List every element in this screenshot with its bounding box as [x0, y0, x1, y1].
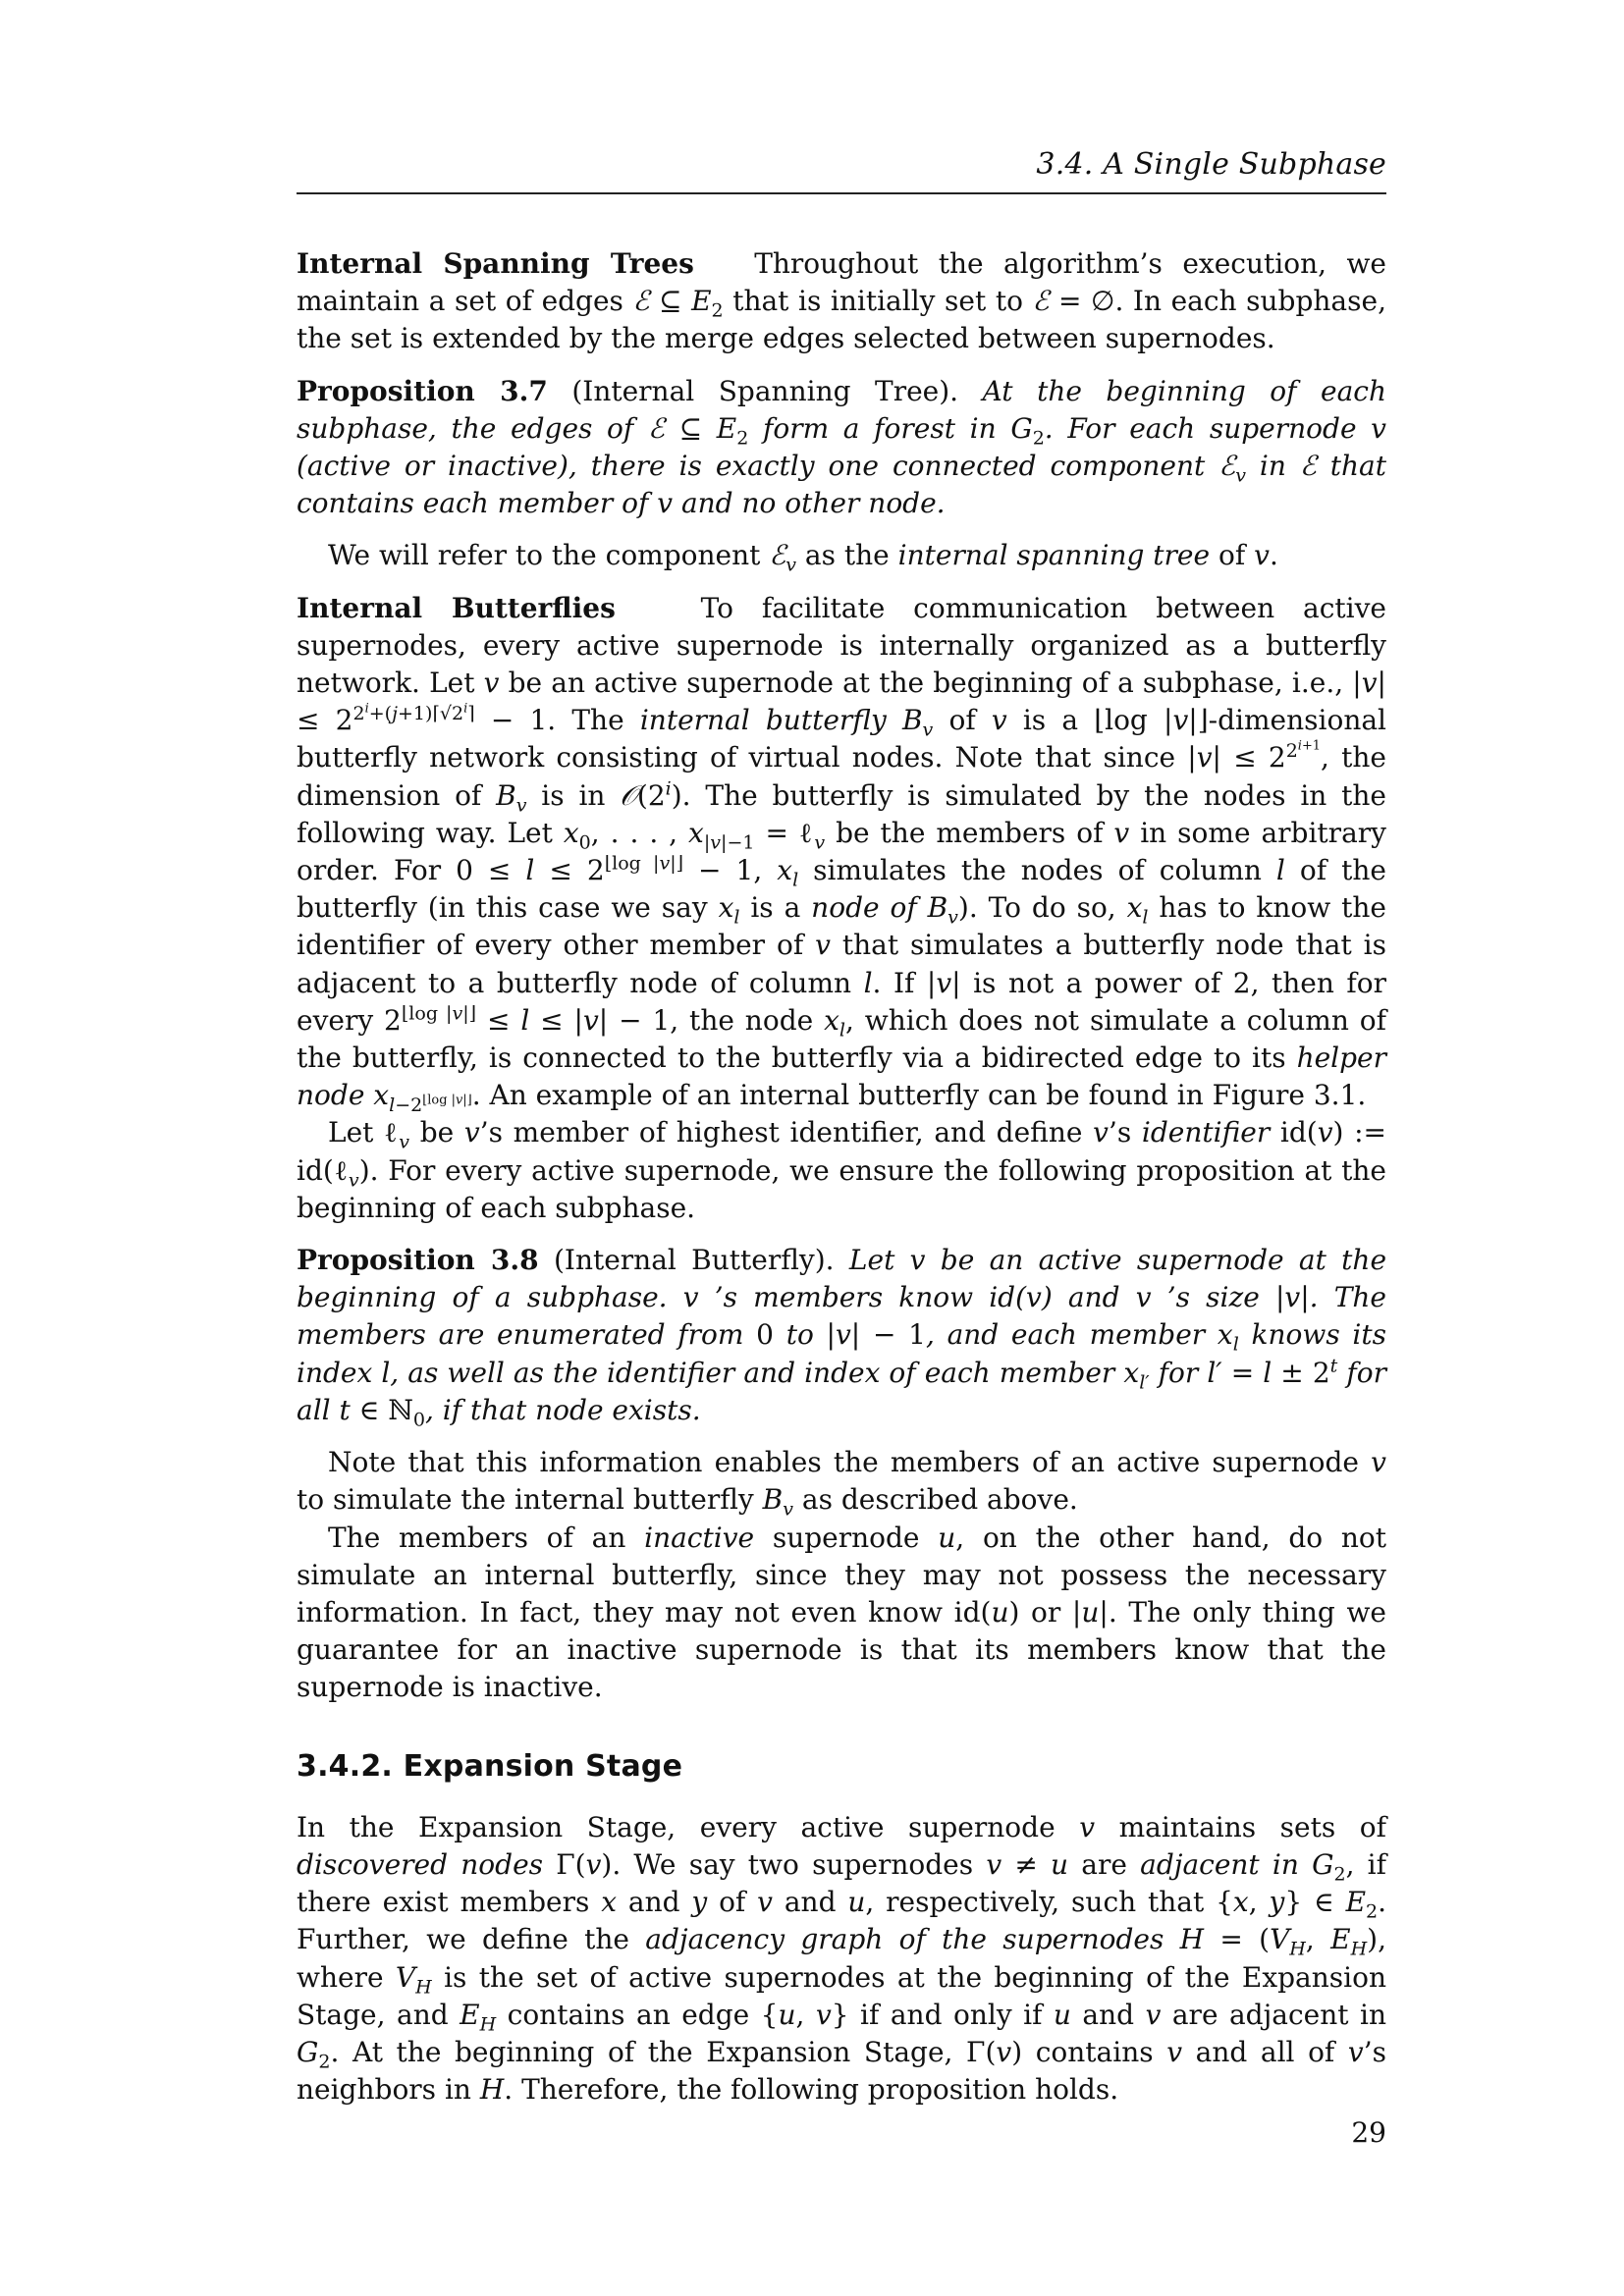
- header-rule: [297, 192, 1386, 194]
- proposition-label: Proposition 3.8: [297, 1244, 539, 1277]
- paragraph-heading: Internal Spanning Trees: [297, 247, 694, 280]
- running-header: 3.4. A Single Subphase: [1036, 147, 1386, 182]
- paragraph-inactive: The members of an inactive supernode u, on the other hand, do not simulate an internal butterfly, since they may not possess the necessary information. In fact, they may not even know id(u) or |u|. The only thing we guarantee for an inactive supernode is that its members know that the supernode is inactive.: [297, 1521, 1387, 1704]
- proposition-name: (Internal Spanning Tree).: [571, 374, 959, 407]
- paragraph-internal-butterflies: Internal Butterflies To facilitate communication between active supernodes, every active supernode is internally organized as a butterfly network. Let v be an active supernode at the beginning of a subphase, i.e., $|v| \le 2^{2^i+(j+1)⌈√2^i⌉} - 1$. The internal butterfly $B_v$ of v is a ⌊log |v|⌋-dimensional butterfly network consisting of virtual nodes. Note that since $|v| \le 2^{2^{i+1}}$, the dimension of $B_v$ is in 𝒪(2$^i$). The butterfly is simulated by the nodes in the following way. Let $x_0$, . . . , $x_{|v|-1}$ = ℓ$_v$ be the members of v in some arbitrary order. For $0 \le l \le 2^{⌊log |v|⌋} - 1$, $x_l$ simulates the nodes of column l of the butterfly (in this case we say $x_l$ is a node of $B_v$). To do so, $x_l$ has to know the identifier of every other member of v that simulates a butterfly node that is adjacent to a butterfly node of column l. If |v| is not a power of 2, then for every $2^{⌊log |v|⌋} \le l \le |v| - 1$, the node $x_l$, which does not simulate a column of the butterfly, is connected to the butterfly via a bidirected edge to its helper node $x_{l-2^{⌊log |v|⌋}}$. An example of an internal butterfly can be found in Figure 3.1.: [297, 591, 1387, 1116]
- section-heading: 3.4.2. Expansion Stage: [297, 1748, 683, 1784]
- paragraph-heading: Internal Butterflies: [297, 591, 616, 624]
- paragraph-internal-spanning-trees: Internal Spanning Trees Throughout the algorithm’s execution, we maintain a set of edges ℰ ⊆ $E_2$ that is initially set to ℰ = ∅. In each subphase, the set is extended by the merge edges selected between supernodes.: [297, 247, 1386, 355]
- paragraph-note: Note that this information enables the members of an active supernode v to simulate the internal butterfly $B_v$ as described above.: [297, 1446, 1386, 1521]
- body-text: [297, 245, 1386, 2123]
- proposition-label: Proposition 3.7: [297, 374, 548, 407]
- proposition-name: (Internal Butterfly).: [553, 1244, 835, 1277]
- paragraph-expansion-stage: In the Expansion Stage, every active supernode v maintains sets of discovered nodes Γ(v). We say two supernodes v ≠ u are adjacent in $G_2$, if there exist members x and y of v and u, respectively, such that {x, y} ∈ $E_2$. Further, we define the adjacency graph of the supernodes $H = (V_H$, $E_H$), where $V_H$ is the set of active supernodes at the beginning of the Expansion Stage, and $E_H$ contains an edge {u, v} if and only if u and v are adjacent in $G_2$. At the beginning of the Expansion Stage, Γ(v) contains v and all of v’s neighbors in H. Therefore, the following proposition holds.: [297, 1810, 1387, 2107]
- proposition-3-7: Proposition 3.7 (Internal Spanning Tree). At the beginning of each subphase, the edges of ℰ ⊆ $E_2$ form a forest in $G_2$. For each supernode v (active or inactive), there is exactly one connected component ℰ$_v$ in ℰ that contains each member of v and no other node.: [297, 374, 1387, 520]
- proposition-3-8: Proposition 3.8 (Internal Butterfly). Let v be an active supernode at the beginning of a subphase. v ’s members know id(v) and v ’s size |v|. The members are enumerated from 0 to |v| − 1, and each member $x_l$ knows its index l, as well as the identifier and index of each member $x_{l'}$ for $l' = l \pm 2^t$ for all t ∈ ℕ$_0$, if that node exists.: [297, 1244, 1387, 1431]
- paragraph-component-definition: We will refer to the component ℰ$_v$ as the internal spanning tree of v.: [328, 539, 1278, 577]
- page-number: 29: [1351, 2116, 1386, 2149]
- paragraph-identifier: Let ℓ$_v$ be v’s member of highest identifier, and define v’s identifier id(v) := id(ℓ$_v$). For every active supernode, we ensure the following proposition at the beginning of each subphase.: [297, 1116, 1387, 1224]
